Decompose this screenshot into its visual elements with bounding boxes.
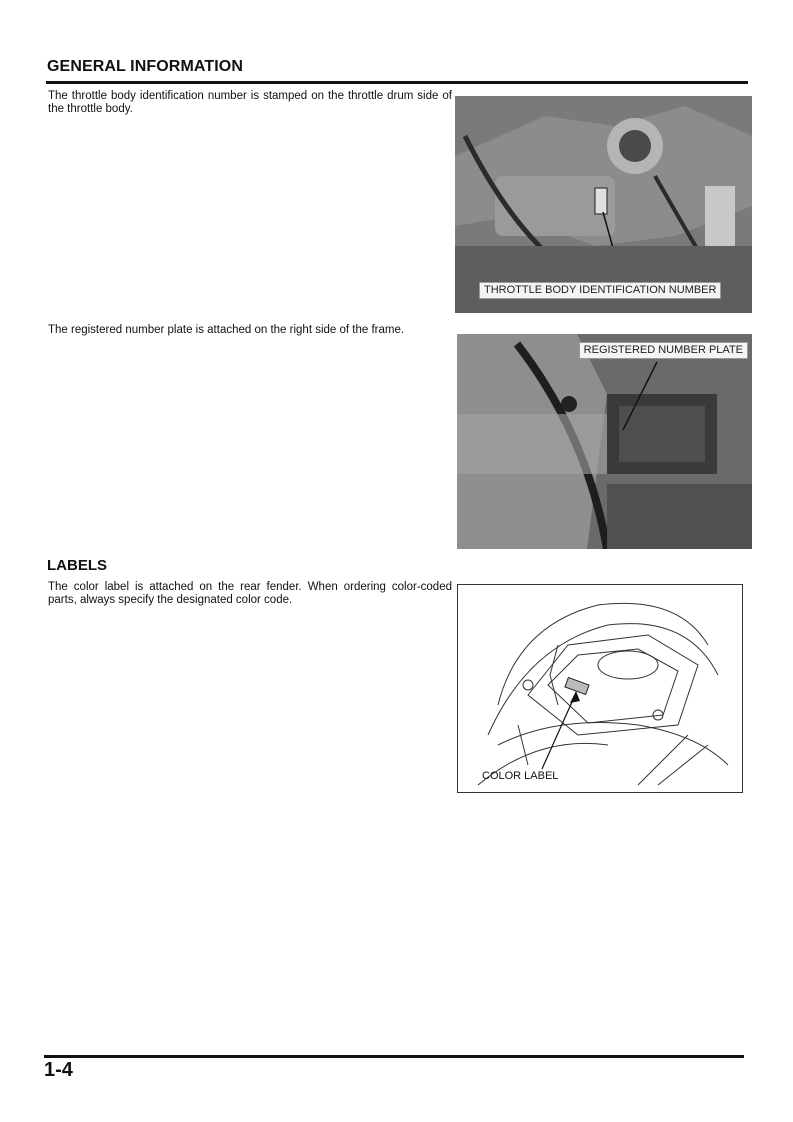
number-plate-paragraph: The registered number plate is attached on the right side of the frame. (48, 324, 405, 336)
throttle-body-photo (455, 96, 752, 313)
rear-fender-line-drawing (458, 585, 742, 792)
throttle-body-paragraph: The throttle body identification number is stamped on the throttle drum side of the throttle body. (48, 90, 452, 115)
labels-heading: LABELS (47, 557, 107, 574)
registered-number-plate-label: REGISTERED NUMBER PLATE (579, 342, 748, 359)
page-number: 1-4 (44, 1059, 73, 1081)
footer-rule (44, 1055, 744, 1058)
header-rule (46, 81, 748, 84)
throttle-body-photo-art (455, 96, 752, 313)
number-plate-photo (457, 334, 752, 549)
throttle-body-id-label: THROTTLE BODY IDENTIFICATION NUMBER (479, 282, 721, 299)
color-label-diagram (457, 584, 743, 793)
page-title: GENERAL INFORMATION (47, 58, 243, 75)
number-plate-photo-art (457, 334, 752, 549)
color-label-callout: COLOR LABEL (482, 770, 559, 782)
color-label-paragraph: The color label is attached on the rear fender. When ordering color-coded parts, always specify the designated color code. (48, 581, 452, 606)
